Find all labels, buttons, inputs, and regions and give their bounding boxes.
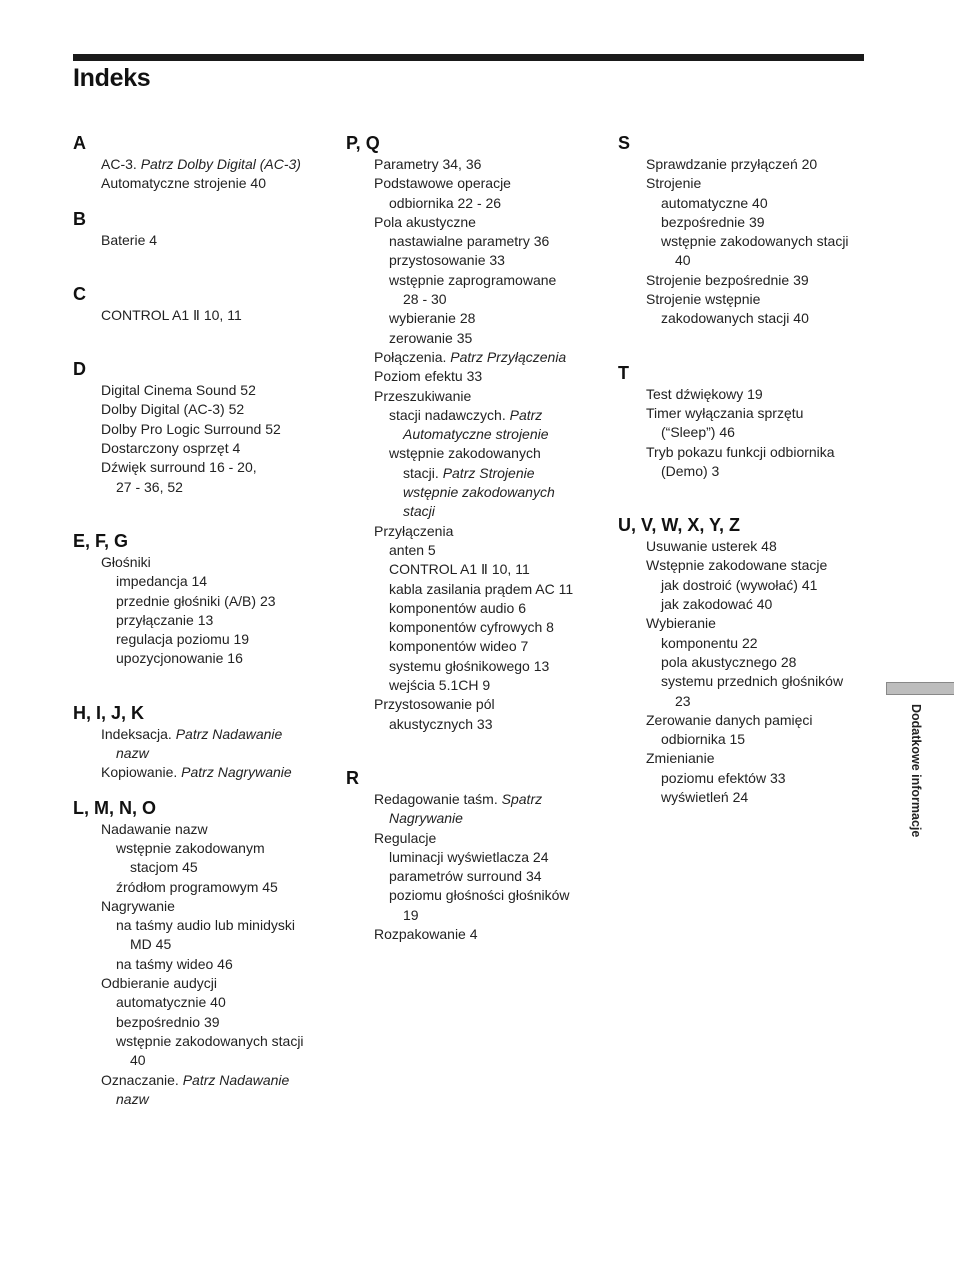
index-section [73,702,333,783]
entry-text: 19 [403,906,419,923]
index-section [618,362,878,481]
index-subentry [618,672,878,691]
index-entry [73,420,333,439]
entry-text: Nadawanie nazw [101,820,208,837]
index-subentry [346,483,606,502]
section-letter-heading: B [73,208,86,229]
index-column-1 [73,132,333,1109]
entry-text: na taśmy wideo 46 [116,955,233,972]
entry-text: wstępnie zaprogramowane [389,271,557,288]
index-subentry [346,271,606,290]
entry-text: anten 5 [389,541,436,558]
entry-text: 23 [675,692,691,709]
entry-text: regulacja poziomu 19 [116,631,250,648]
entry-text: Dźwięk surround 16 - 20, [101,459,257,476]
entry-text: komponentów audio 6 [389,599,526,616]
index-subentry [346,715,606,734]
entry-text: systemu przednich głośników [661,673,844,690]
index-subentry [346,560,606,579]
index-subentry [346,444,606,463]
entry-text: Przyłączenia [374,522,454,539]
index-subentry [346,618,606,637]
cross-reference-text: Automatyczne strojenie [403,426,549,443]
entry-text: nastawialne parametry 36 [389,233,550,250]
index-subentry [618,576,878,595]
index-entry [73,306,333,325]
cross-reference-text: Patrz Nagrywanie [181,764,292,781]
entry-text: kabla zasilania prądem AC 11 [389,580,574,597]
entry-text: Automatyczne strojenie 40 [101,175,266,192]
index-entry [618,290,878,309]
section-letter-heading: R [346,767,359,788]
index-section [73,358,333,497]
index-entry [618,404,878,423]
entry-text: wstępnie zakodowanych stacji [116,1032,304,1049]
index-subentry [73,611,333,630]
index-entry [73,155,333,174]
index-entry [618,556,878,575]
entry-text: (Demo) 3 [661,462,720,479]
index-subentry [346,232,606,251]
entry-text: Pola akustyczne [374,213,476,230]
index-subentry [73,478,333,497]
cross-reference-text: Patrz Nadawanie [182,1071,290,1088]
index-entry [618,537,878,556]
index-subentry [73,858,333,877]
index-entry [73,174,333,193]
index-entry [618,443,878,462]
index-subentry [346,676,606,695]
entry-text: Baterie 4 [101,231,158,248]
index-entry [73,1071,333,1090]
top-rule [73,54,864,61]
index-subentry [618,194,878,213]
entry-text: 40 [675,252,691,269]
index-entry [618,614,878,633]
index-section [73,797,333,1109]
entry-text: Sprawdzanie przyłączeń 20 [646,156,818,172]
entry-text: poziomu głośności głośników [389,887,570,904]
index-entry [346,829,606,848]
entry-text: AC-3. [101,156,141,172]
index-subentry [618,769,878,788]
entry-text: wyświetleń 24 [661,789,749,806]
entry-text: wejścia 5.1CH 9 [389,677,491,694]
index-subentry [346,809,606,828]
entry-text: Podstawowe operacje [374,175,511,192]
index-subentry [346,599,606,618]
entry-text: odbiornika 22 - 26 [389,194,502,211]
entry-text: Przystosowanie pól [374,696,495,713]
index-subentry [346,906,606,925]
index-subentry [346,290,606,309]
index-subentry [346,657,606,676]
index-subentry [346,309,606,328]
entry-text: Timer wyłączania sprzętu [646,404,804,421]
entry-text: odbiornika 15 [661,731,746,748]
index-subentry [346,502,606,521]
index-entry [618,711,878,730]
side-section-label: Dodatkowe informacje [909,704,923,838]
section-letter-heading: E, F, G [73,530,129,551]
index-entry [346,155,606,174]
entry-text: wybieranie 28 [389,310,476,327]
index-subentry [73,630,333,649]
index-entry [618,385,878,404]
index-subentry [73,935,333,954]
entry-text: 40 [130,1052,146,1069]
index-subentry [618,692,878,711]
cross-reference-text: wstępnie zakodowanych [403,484,555,501]
entry-text: stacji nadawczych. [389,406,510,423]
index-section [618,514,878,807]
index-subentry [618,653,878,672]
cross-reference-text: Patrz Strojenie [442,464,535,481]
cross-reference-text: Spatrz [501,790,543,807]
entry-text: wstępnie zakodowanych [389,445,541,462]
entry-text: bezpośrednie 39 [661,213,765,230]
entry-text: MD 45 [130,936,172,953]
cross-reference-text: Nagrywanie [389,810,463,827]
index-section [73,283,333,325]
index-subentry [346,848,606,867]
section-letter-heading: U, V, W, X, Y, Z [618,515,741,536]
entry-text: akustycznych 33 [389,715,493,732]
index-subentry [346,406,606,425]
index-subentry [346,886,606,905]
index-entry [73,763,333,782]
index-subentry [618,423,878,442]
entry-text: poziomu efektów 33 [661,769,786,786]
entry-text: komponentu 22 [661,634,758,651]
entry-text: impedancja 14 [116,573,208,590]
index-entry [73,439,333,458]
index-entry [73,820,333,839]
index-subentry [346,329,606,348]
entry-text: (“Sleep”) 46 [661,424,735,441]
index-subentry [346,425,606,444]
entry-text: Dostarczony osprzęt 4 [101,440,241,457]
index-entry [73,400,333,419]
entry-text: stacjom 45 [130,859,198,876]
entry-text: Przeszukiwanie [374,387,472,404]
index-column-2 [346,132,606,944]
index-subentry [73,955,333,974]
entry-text: CONTROL A1 Ⅱ 10, 11 [389,561,530,578]
index-subentry [73,1032,333,1051]
entry-text: wstępnie zakodowanych stacji [661,233,849,250]
index-subentry [73,572,333,591]
cross-reference-text: stacji [403,503,435,520]
index-subentry [346,251,606,270]
entry-text: Wybieranie [646,615,716,632]
cross-reference-text: Patrz Nadawanie [175,725,283,742]
section-letter-heading: D [73,359,86,380]
index-entry [346,367,606,386]
index-subentry [618,462,878,481]
entry-text: Test dźwiękowy 19 [646,385,763,402]
entry-text: przyłączanie 13 [116,611,214,628]
index-subentry [73,649,333,668]
index-subentry [73,839,333,858]
index-subentry [73,1051,333,1070]
index-column-3 [618,132,878,807]
section-letter-heading: H, I, J, K [73,702,145,723]
entry-text: na taśmy audio lub minidyski [116,917,295,934]
entry-text: Kopiowanie. [101,764,182,781]
index-entry [618,174,878,193]
index-subentry [618,232,878,251]
index-entry [346,695,606,714]
entry-text: Głośniki [101,553,151,570]
index-entry [346,522,606,541]
index-subentry [73,916,333,935]
entry-text: stacji. [403,464,443,481]
cross-reference-text: Patrz Przyłączenia [450,348,567,365]
index-subentry [618,788,878,807]
entry-text: Wstępnie zakodowane stacje [646,557,828,574]
index-subentry [73,592,333,611]
entry-text: 28 - 30 [403,291,447,308]
index-entry [73,458,333,477]
index-subentry [73,1090,333,1109]
index-entry [618,271,878,290]
index-subentry [618,634,878,653]
entry-text: Indeksacja. [101,725,176,742]
index-entry [346,790,606,809]
entry-text: Strojenie [646,175,702,192]
section-letter-heading: S [618,133,631,153]
index-section [618,132,878,329]
entry-text: Strojenie wstępnie [646,291,761,308]
section-letter-heading: C [73,283,86,304]
index-subentry [73,993,333,1012]
entry-text: Zmienianie [646,750,715,767]
index-entry [618,155,878,174]
entry-text: Tryb pokazu funkcji odbiornika [646,443,835,460]
index-section [346,132,606,734]
page-title: Indeks [73,64,151,92]
index-entry [346,174,606,193]
entry-text: Odbieranie audycji [101,975,217,992]
section-letter-heading: A [73,133,86,153]
entry-text: Strojenie bezpośrednie 39 [646,271,809,288]
entry-text: pola akustycznego 28 [661,653,797,670]
index-subentry [346,867,606,886]
entry-text: Digital Cinema Sound 52 [101,382,256,399]
entry-text: Połączenia. [374,348,451,365]
entry-text: jak zakodować 40 [661,596,773,613]
index-subentry [73,1013,333,1032]
entry-text: Dolby Digital (AC-3) 52 [101,401,245,418]
index-subentry [618,213,878,232]
entry-text: parametrów surround 34 [389,868,542,885]
entry-text: Regulacje [374,829,437,846]
cross-reference-text: nazw [116,1090,149,1107]
entry-text: jak dostroić (wywołać) 41 [661,576,818,593]
index-entry [618,749,878,768]
section-letter-heading: T [618,362,629,383]
entry-text: zakodowanych stacji 40 [661,310,809,327]
entry-text: komponentów wideo 7 [389,638,529,655]
entry-text: przednie głośniki (A/B) 23 [116,592,276,609]
index-entry [346,213,606,232]
index-subentry [73,744,333,763]
index-entry [346,387,606,406]
entry-text: CONTROL A1 Ⅱ 10, 11 [101,306,242,323]
entry-text: Dolby Pro Logic Surround 52 [101,420,281,437]
entry-text: źródłom programowym 45 [116,878,278,895]
entry-text: wstępnie zakodowanym [116,839,265,856]
entry-text: automatyczne 40 [661,194,768,211]
index-entry [73,974,333,993]
index-entry [73,897,333,916]
index-subentry [346,637,606,656]
entry-text: Nagrywanie [101,897,175,914]
entry-text: komponentów cyfrowych 8 [389,619,554,636]
entry-text: bezpośrednio 39 [116,1013,220,1030]
index-subentry [346,194,606,213]
cross-reference-text: Patrz Dolby Digital (AC-3) [140,156,301,172]
entry-text: przystosowanie 33 [389,252,505,269]
cross-reference-text: nazw [116,745,149,762]
index-section [346,767,606,944]
index-subentry [618,251,878,270]
index-entry [73,553,333,572]
index-entry [346,348,606,367]
section-letter-heading: P, Q [346,133,380,153]
entry-text: Redagowanie taśm. [374,790,502,807]
entry-text: automatycznie 40 [116,994,226,1011]
entry-text: Rozpakowanie 4 [374,925,478,942]
section-tab-marker [886,682,954,695]
entry-text: Usuwanie usterek 48 [646,538,777,555]
index-subentry [618,730,878,749]
section-letter-heading: L, M, N, O [73,797,156,818]
index-subentry [346,541,606,560]
entry-text: 27 - 36, 52 [116,478,183,495]
cross-reference-text: Patrz [509,406,543,423]
entry-text: zerowanie 35 [389,329,473,346]
index-subentry [346,580,606,599]
index-subentry [346,464,606,483]
entry-text: luminacji wyświetlacza 24 [389,848,549,865]
index-section [73,132,333,194]
index-entry [346,925,606,944]
index-subentry [618,595,878,614]
index-entry [73,231,333,250]
entry-text: Parametry 34, 36 [374,156,482,172]
entry-text: Zerowanie danych pamięci [646,711,813,728]
index-entry [73,381,333,400]
index-section [73,208,333,250]
index-subentry [73,878,333,897]
entry-text: Poziom efektu 33 [374,368,483,385]
entry-text: upozycjonowanie 16 [116,650,243,667]
index-subentry [618,309,878,328]
index-section [73,530,333,669]
entry-text: Oznaczanie. [101,1071,183,1088]
entry-text: systemu głośnikowego 13 [389,657,550,674]
index-entry [73,725,333,744]
